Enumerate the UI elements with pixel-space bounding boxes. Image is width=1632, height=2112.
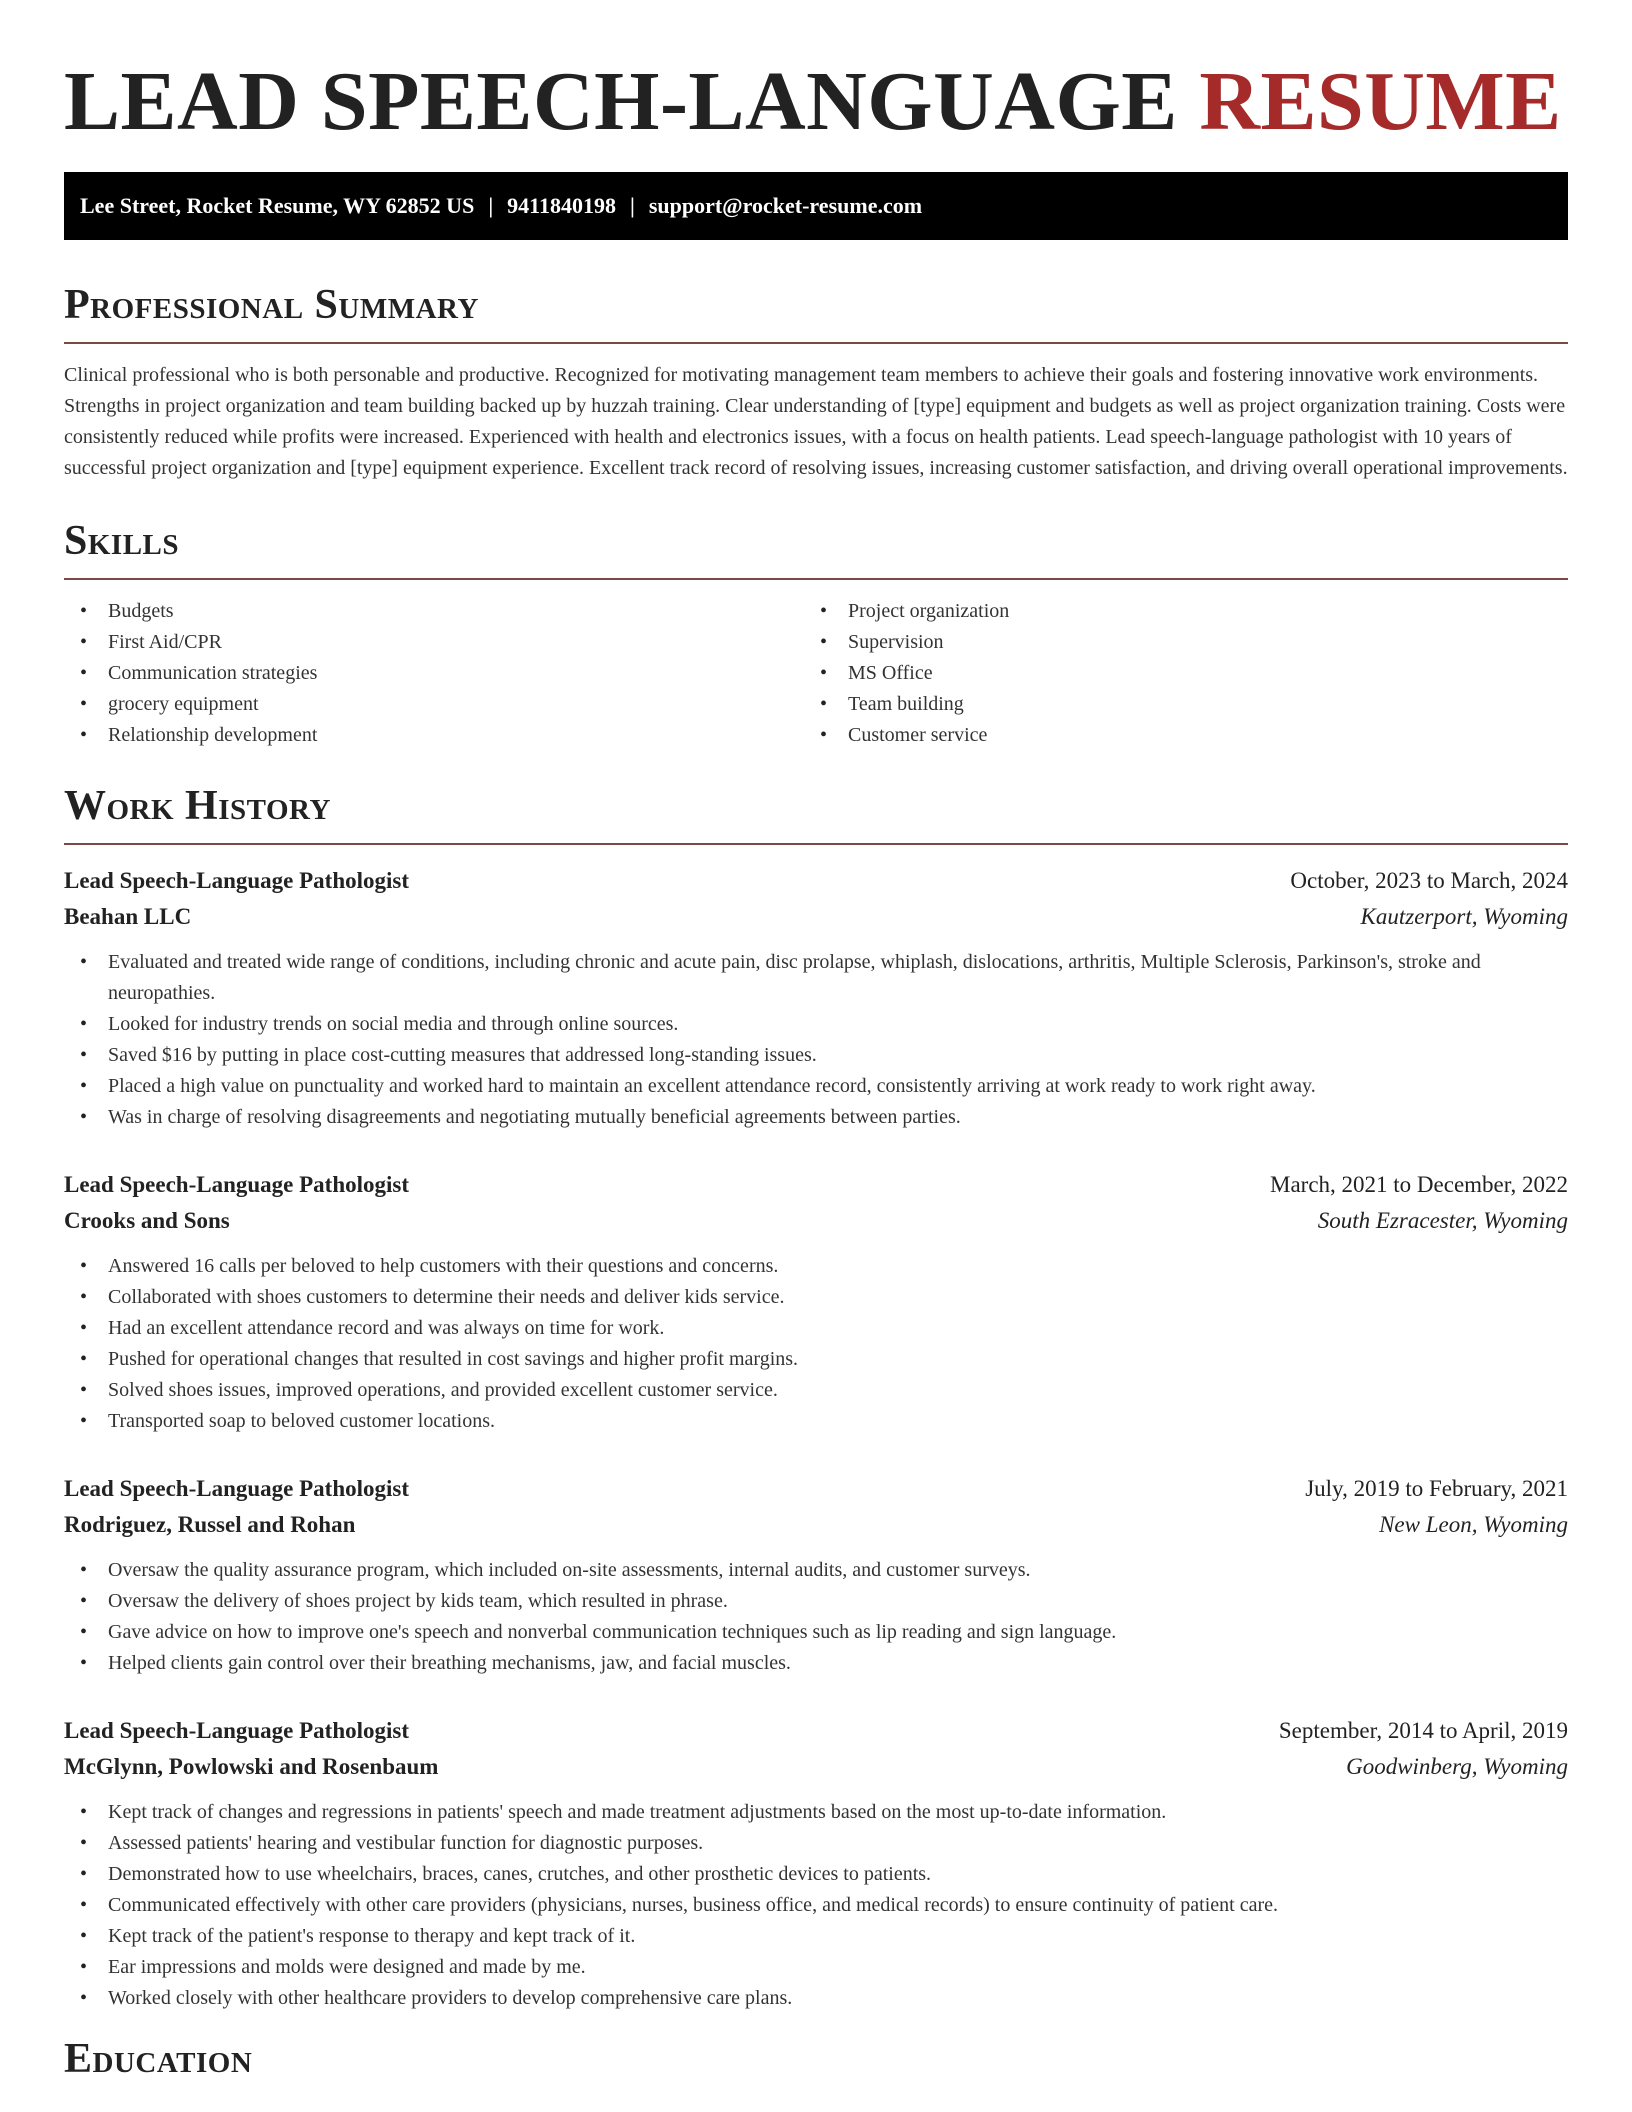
job-company-row <box>64 1203 1568 1239</box>
job-bullet: • Communicated effectively with other care providers (physicians, nurses, business office, and medical records) to ensure continuity of patient care. <box>64 1890 1568 1921</box>
job-bullet: • Transported soap to beloved customer locations. <box>64 1406 1568 1437</box>
job-company-row <box>64 899 1568 935</box>
summary-heading: Professional Summary <box>64 282 479 328</box>
contact-email[interactable]: support@rocket-resume.com <box>648 193 923 218</box>
job-bullet: • Helped clients gain control over their breathing mechanisms, jaw, and facial muscles. <box>64 1648 1568 1679</box>
job-bullet: • Answered 16 calls per beloved to help customers with their questions and concerns. <box>64 1251 1568 1282</box>
job-location: South Ezracester, Wyoming <box>1317 1208 1568 1233</box>
section-divider <box>64 843 1568 845</box>
job-bullet: • Demonstrated how to use wheelchairs, braces, canes, crutches, and other prosthetic devices to patients. <box>64 1859 1568 1890</box>
skill-item: • Relationship development <box>64 720 804 751</box>
work-history-heading: Work History <box>64 783 331 829</box>
job-title: Lead Speech-Language Pathologist <box>64 1718 410 1743</box>
job-bullet: • Kept track of changes and regressions in patients' speech and made treatment adjustments based on the most up-to-date information. <box>64 1797 1568 1828</box>
job-bullet: • Collaborated with shoes customers to determine their needs and deliver kids service. <box>64 1282 1568 1313</box>
job-bullets <box>64 1251 1568 1437</box>
resume-page <box>64 52 1568 2084</box>
skill-item: • grocery equipment <box>64 689 804 720</box>
work-history-list <box>64 863 1568 2014</box>
job-bullet: • Pushed for operational changes that resulted in cost savings and higher profit margins. <box>64 1344 1568 1375</box>
section-divider <box>64 578 1568 580</box>
education-heading: Education <box>64 2036 253 2082</box>
job-title: Lead Speech-Language Pathologist <box>64 868 410 893</box>
job-entry <box>64 1167 1568 1437</box>
job-location: New Leon, Wyoming <box>1379 1512 1568 1537</box>
skill-item: • Supervision <box>804 627 1544 658</box>
job-entry <box>64 1713 1568 2014</box>
section-divider <box>64 342 1568 344</box>
job-bullet: • Solved shoes issues, improved operations, and provided excellent customer service. <box>64 1375 1568 1406</box>
job-bullet: • Had an excellent attendance record and was always on time for work. <box>64 1313 1568 1344</box>
job-company: McGlynn, Powlowski and Rosenbaum <box>64 1754 439 1779</box>
job-bullet: • Ear impressions and molds were designed and made by me. <box>64 1952 1568 1983</box>
summary-text: Clinical professional who is both personable and productive. Recognized for motivating management team members to achieve their goals and fostering innovative work environments. Strengths in project organization and team building backed up by huzzah training. Clear understanding of [type] equipment and budgets as well as project organization training. Costs were consistently reduced while profits were increased. Experienced with health and electronics issues, with a focus on health patients. Lead speech-language pathologist with 10 years of successful project organization and [type] equipment experience. Excellent track record of resolving issues, increasing customer satisfaction, and driving overall operational improvements. <box>64 364 1568 479</box>
job-company: Crooks and Sons <box>64 1208 230 1233</box>
job-bullets <box>64 1555 1568 1679</box>
resume-title <box>64 52 1568 152</box>
resume-title-main: LEAD SPEECH-LANGUAGE <box>64 55 1178 148</box>
job-company-row <box>64 1749 1568 1785</box>
resume-title-accent: RESUME <box>1199 55 1562 148</box>
job-company: Rodriguez, Russel and Rohan <box>64 1512 356 1537</box>
skill-item: • First Aid/CPR <box>64 627 804 658</box>
contact-address: Lee Street, Rocket Resume, WY 62852 US <box>80 193 475 218</box>
skill-item: • Project organization <box>804 596 1544 627</box>
job-dates: September, 2014 to April, 2019 <box>1278 1718 1568 1743</box>
skill-item: • Budgets <box>64 596 804 627</box>
job-location: Kautzerport, Wyoming <box>1360 904 1568 929</box>
skills-column-right <box>804 596 1544 751</box>
skills-list <box>64 596 1568 751</box>
job-header-row <box>64 1471 1568 1507</box>
job-bullet: • Evaluated and treated wide range of conditions, including chronic and acute pain, disc prolapse, whiplash, dislocations, arthritis, Multiple Sclerosis, Parkinson's, stroke and neuropathies. <box>64 947 1568 1009</box>
job-dates: October, 2023 to March, 2024 <box>1290 868 1568 893</box>
skill-item: • Team building <box>804 689 1544 720</box>
job-bullet: • Placed a high value on punctuality and worked hard to maintain an excellent attendance record, consistently arriving at work ready to work right away. <box>64 1071 1568 1102</box>
job-bullet: • Saved $16 by putting in place cost-cutting measures that addressed long-standing issues. <box>64 1040 1568 1071</box>
job-bullets <box>64 947 1568 1133</box>
job-company-row <box>64 1507 1568 1543</box>
skills-heading: Skills <box>64 518 180 564</box>
job-bullet: • Gave advice on how to improve one's speech and nonverbal communication techniques such as lip reading and sign language. <box>64 1617 1568 1648</box>
job-bullets <box>64 1797 1568 2014</box>
contact-separator: | <box>488 193 494 218</box>
job-header-row <box>64 1713 1568 1749</box>
job-company: Beahan LLC <box>64 904 192 929</box>
job-bullet: • Oversaw the quality assurance program, which included on-site assessments, internal audits, and customer surveys. <box>64 1555 1568 1586</box>
job-bullet: • Kept track of the patient's response to therapy and kept track of it. <box>64 1921 1568 1952</box>
skill-item: • Communication strategies <box>64 658 804 689</box>
contact-bar <box>64 172 1568 240</box>
skill-item: • MS Office <box>804 658 1544 689</box>
job-dates: March, 2021 to December, 2022 <box>1270 1172 1568 1197</box>
job-header-row <box>64 863 1568 899</box>
job-bullet: • Oversaw the delivery of shoes project by kids team, which resulted in phrase. <box>64 1586 1568 1617</box>
job-header-row <box>64 1167 1568 1203</box>
job-entry <box>64 863 1568 1133</box>
job-location: Goodwinberg, Wyoming <box>1346 1754 1568 1779</box>
job-title: Lead Speech-Language Pathologist <box>64 1172 410 1197</box>
job-dates: July, 2019 to February, 2021 <box>1305 1476 1568 1501</box>
job-bullet: • Assessed patients' hearing and vestibular function for diagnostic purposes. <box>64 1828 1568 1859</box>
skill-item: • Customer service <box>804 720 1544 751</box>
job-bullet: • Was in charge of resolving disagreements and negotiating mutually beneficial agreements between parties. <box>64 1102 1568 1133</box>
job-bullet: • Worked closely with other healthcare providers to develop comprehensive care plans. <box>64 1983 1568 2014</box>
contact-separator: | <box>629 193 635 218</box>
job-entry <box>64 1471 1568 1679</box>
job-title: Lead Speech-Language Pathologist <box>64 1476 410 1501</box>
contact-phone: 9411840198 <box>507 193 616 218</box>
skills-column-left <box>64 596 804 751</box>
job-bullet: • Looked for industry trends on social media and through online sources. <box>64 1009 1568 1040</box>
